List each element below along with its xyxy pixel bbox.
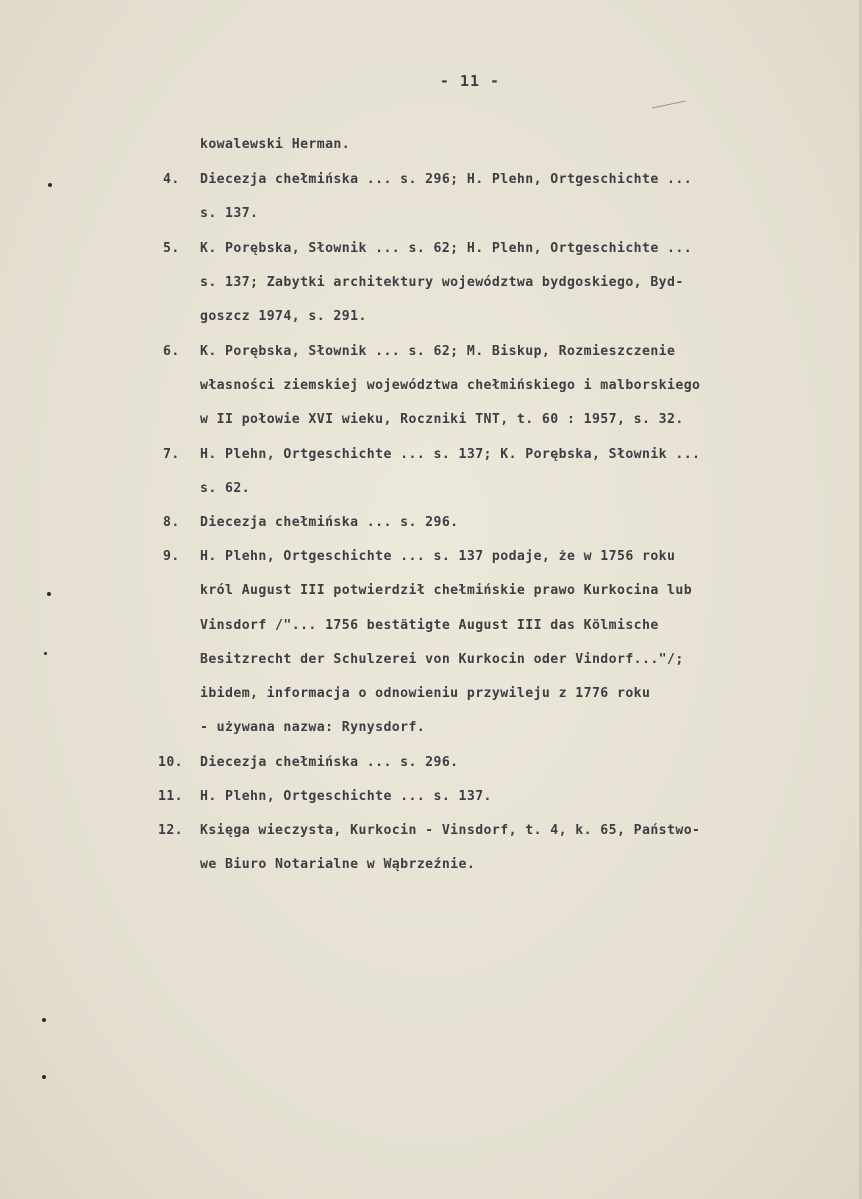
footnote-line: Besitzrecht der Schulzerei von Kurkocin oder Vindorf..."/; xyxy=(200,652,684,667)
footnote-line: Diecezja chełmińska ... s. 296. xyxy=(200,755,459,770)
footnote-line: ibidem, informacja o odnowieniu przywileju z 1776 roku xyxy=(200,686,651,701)
footnote-line: Księga wieczysta, Kurkocin - Vinsdorf, t. 4, k. 65, Państwo- xyxy=(200,823,701,838)
footnote-line: H. Plehn, Ortgeschichte ... s. 137 podaje, że w 1756 roku xyxy=(200,549,676,564)
footnote-number: 11. xyxy=(158,789,184,804)
margin-speck xyxy=(44,652,47,655)
footnote-line: król August III potwierdził chełmińskie prawo Kurkocina lub xyxy=(200,583,693,598)
footnote-line: własności ziemskiej województwa chełmińskiego i malborskiego xyxy=(200,378,701,393)
footnote-line: goszcz 1974, s. 291. xyxy=(200,309,367,324)
footnote-line: K. Porębska, Słownik ... s. 62; H. Plehn, Ortgeschichte ... xyxy=(200,241,693,256)
footnote-line: s. 137; Zabytki architektury województwa bydgoskiego, Byd- xyxy=(200,275,684,290)
footnote-line: - używana nazwa: Rynysdorf. xyxy=(200,720,426,735)
footnote-number: 8. xyxy=(163,515,180,530)
page-number: - 11 - xyxy=(439,72,501,90)
footnote-line: kowalewski Herman. xyxy=(200,137,351,152)
margin-speck xyxy=(42,1018,46,1022)
margin-speck xyxy=(47,592,51,596)
footnote-line: Diecezja chełmińska ... s. 296; H. Plehn, Ortgeschichte ... xyxy=(200,172,693,187)
footnote-line: we Biuro Notarialne w Wąbrzeźnie. xyxy=(200,857,476,872)
footnote-number: 4. xyxy=(163,172,180,187)
footnote-line: Vinsdorf /"... 1756 bestätigte August III das Kölmische xyxy=(200,618,659,633)
pencil-mark xyxy=(652,100,685,108)
footnote-number: 5. xyxy=(163,241,180,256)
footnote-line: H. Plehn, Ortgeschichte ... s. 137; K. Porębska, Słownik ... xyxy=(200,447,701,462)
footnote-line: K. Porębska, Słownik ... s. 62; M. Biskup, Rozmieszczenie xyxy=(200,344,676,359)
margin-speck xyxy=(42,1075,46,1079)
footnote-line: w II połowie XVI wieku, Roczniki TNT, t. 60 : 1957, s. 32. xyxy=(200,412,684,427)
footnote-number: 10. xyxy=(158,755,184,770)
footnote-line: Diecezja chełmińska ... s. 296. xyxy=(200,515,459,530)
footnote-line: s. 62. xyxy=(200,481,251,496)
footnote-number: 9. xyxy=(163,549,180,564)
margin-speck xyxy=(48,183,52,187)
footnote-line: s. 137. xyxy=(200,206,259,221)
footnote-line: H. Plehn, Ortgeschichte ... s. 137. xyxy=(200,789,492,804)
footnote-number: 7. xyxy=(163,447,180,462)
footnote-number: 12. xyxy=(158,823,184,838)
footnote-number: 6. xyxy=(163,344,180,359)
